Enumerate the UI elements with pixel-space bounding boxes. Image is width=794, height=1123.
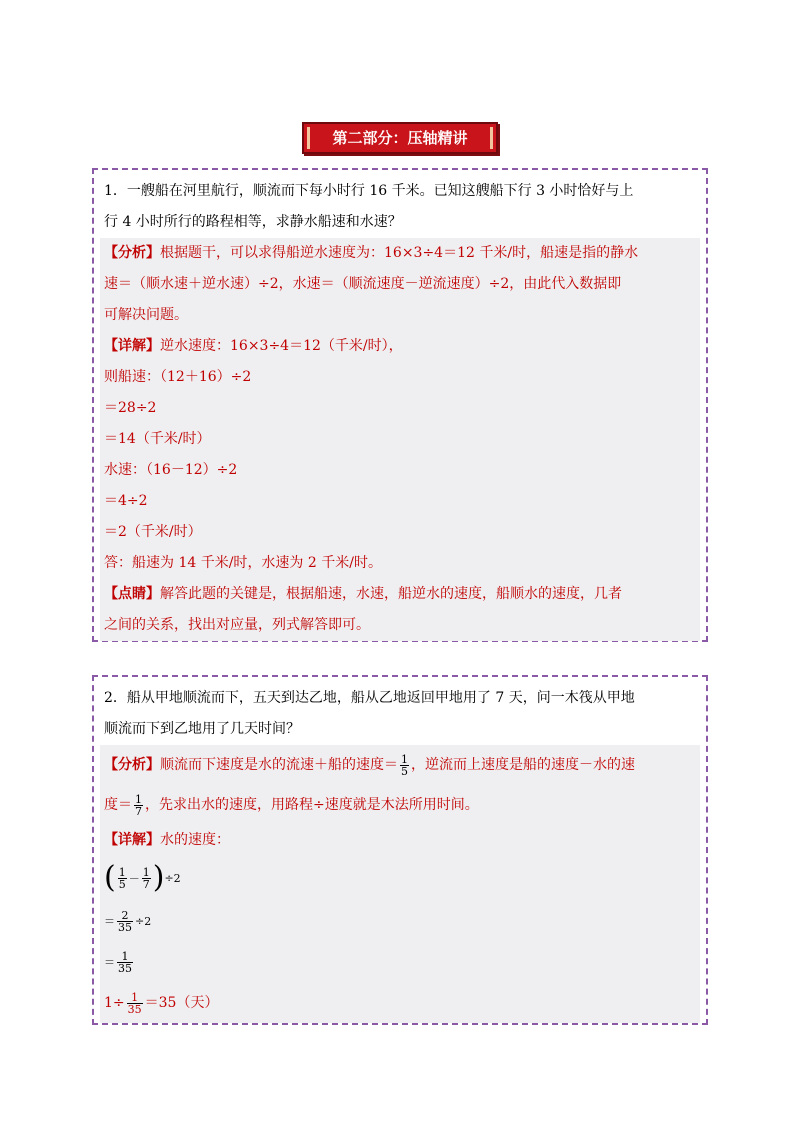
fraction-one-seventh	[142, 867, 151, 890]
q1-analysis-line-3: 可解决问题。	[104, 307, 188, 323]
comment-tag: 【点睛】	[104, 586, 160, 602]
q2-analysis-line-1	[100, 745, 700, 785]
frac-den: 7	[142, 877, 150, 891]
fraction-one-35th	[117, 951, 133, 974]
detail-tag: 【详解】	[104, 338, 160, 354]
q2-analysis-text-d: ，先求出水的速度，用路程÷速度就是木法所用时间。	[145, 797, 479, 813]
q1-answer-value-1: 14 千米/时	[178, 555, 248, 571]
q2-detail-line-1	[100, 825, 700, 856]
q1-detail-line-1	[100, 331, 700, 362]
fraction-one-35th	[127, 992, 143, 1015]
frac-num: 1	[131, 990, 139, 1004]
fraction-one-fifth	[400, 754, 409, 777]
q1-stem-line-1: 1．一艘船在河里航行，顺流而下每小时行 16 千米。已知这艘船下行 3 小时恰好与上	[104, 183, 634, 199]
q2-step-3	[100, 942, 700, 983]
frac-num: 1	[121, 949, 129, 963]
q1-answer-mid: ，水速为	[247, 555, 308, 571]
right-paren: )	[152, 860, 165, 895]
q1-comment-line-1	[100, 579, 700, 610]
q1-answer-prefix: 答：船速为	[104, 555, 179, 571]
q2-final-a: 1÷	[104, 995, 125, 1011]
q2-final-line	[100, 983, 700, 1023]
frac-den: 7	[135, 804, 142, 818]
left-paren: (	[104, 860, 116, 895]
frac-num: 1	[401, 752, 408, 766]
question-2-box	[92, 675, 708, 1025]
q1-answer-line	[100, 548, 700, 579]
q2-final-b: ＝35（天）	[144, 995, 219, 1011]
q1-detail-text-1: 逆水速度：16×3÷4＝12（千米/时），	[160, 338, 403, 354]
q2-stem-line-1: 2．船从甲地顺流而下，五天到达乙地，船从乙地返回甲地用了 7 天，问一木筏从甲地	[104, 690, 635, 706]
q1-analysis-line-2: 速＝（顺水速＋逆水速）÷2，水速＝（顺流速度－逆流速度）÷2，由此代入数据即	[104, 276, 622, 292]
q1-answer-suffix: 。	[367, 555, 382, 571]
fraction-one-fifth	[118, 867, 127, 890]
q1-detail-line-5: 水速：（16－12）÷2	[104, 462, 238, 478]
q2-stem-line-2: 顺流而下到乙地用了几天时间？	[104, 721, 300, 737]
q1-comment-text-1: 解答此题的关键是，根据船速，水速，船逆水的速度，船顺水的速度，几者	[160, 586, 622, 602]
analysis-tag: 【分析】	[104, 757, 160, 773]
divide-two: ÷2	[135, 915, 152, 928]
equals-sign: ＝	[104, 915, 115, 928]
equals-sign: ＝	[104, 956, 115, 969]
q1-detail-line-2: 则船速：（12＋16）÷2	[104, 369, 252, 385]
q2-analysis-text-a: 顺流而下速度是水的流速＋船的速度＝	[160, 757, 398, 773]
divide-two: ÷2	[164, 872, 181, 885]
q1-analysis-line-1	[100, 238, 700, 269]
section-title: 第二部分：压轴精讲	[302, 122, 498, 154]
q1-comment-line-2: 之间的关系，找出对应量，列式解答即可。	[104, 617, 370, 633]
fraction-one-seventh	[134, 794, 143, 817]
q2-analysis-text-b: ，逆流而上速度是船的速度－水的速	[411, 757, 635, 773]
fraction-two-35ths	[117, 910, 133, 933]
question-1-box	[92, 168, 708, 642]
q2-solution	[100, 745, 700, 1023]
frac-num: 2	[121, 908, 129, 922]
frac-den: 35	[118, 920, 132, 934]
q2-analysis-text-c: 度＝	[104, 797, 132, 813]
q1-analysis-text-1: 根据题干，可以求得船逆水速度为：16×3÷4＝12 千米/时，船速是指的静水	[160, 245, 639, 261]
q2-analysis-line-2	[100, 785, 700, 825]
q1-detail-line-3: ＝28÷2	[104, 400, 157, 416]
q2-detail-text-1: 水的速度：	[160, 832, 230, 848]
frac-den: 5	[118, 877, 126, 891]
frac-den: 35	[127, 1002, 142, 1016]
q2-step-1	[100, 856, 700, 901]
q1-detail-line-6: ＝4÷2	[104, 493, 148, 509]
minus-sign: －	[128, 872, 140, 885]
frac-num: 1	[118, 865, 126, 879]
analysis-tag: 【分析】	[104, 245, 160, 261]
frac-den: 5	[401, 764, 408, 778]
q1-answer-value-2: 2 千米/时	[307, 555, 368, 571]
frac-num: 1	[135, 792, 142, 806]
q1-stem-line-2: 行 4 小时所行的路程相等，求静水船速和水速？	[104, 214, 402, 230]
q1-detail-line-4: ＝14（千米/时）	[104, 431, 211, 447]
frac-num: 1	[142, 865, 150, 879]
detail-tag: 【详解】	[104, 832, 160, 848]
q1-detail-line-7: ＝2（千米/时）	[104, 524, 202, 540]
q1-solution	[100, 238, 700, 641]
q2-step-2	[100, 901, 700, 942]
frac-den: 35	[118, 961, 132, 975]
